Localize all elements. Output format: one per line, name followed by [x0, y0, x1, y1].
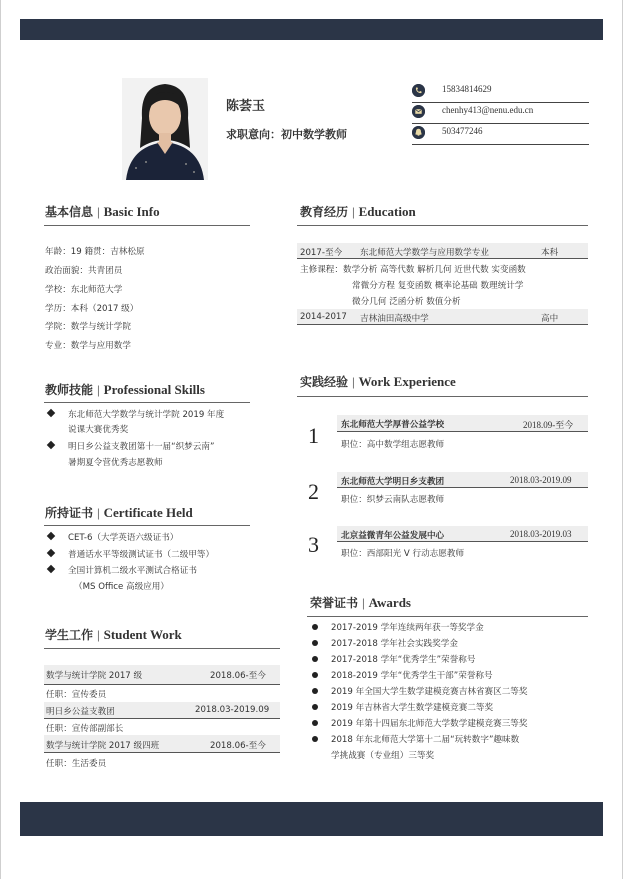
education-level: 高中: [541, 314, 559, 324]
student-work-date: 2018.06-至今: [210, 671, 266, 681]
section-title-education: 教育经历 | Education: [300, 204, 416, 219]
courses-line: 主修课程：数学分析 高等代数 解析几何 近世代数 实变函数: [300, 265, 526, 275]
diamond-bullet-icon: [47, 565, 55, 573]
dot-bullet-icon: [312, 640, 318, 646]
job-intent: 求职意向：初中数学教师: [226, 128, 347, 141]
section-rule: [44, 648, 280, 649]
work-number: 1: [308, 423, 319, 448]
section-rule: [297, 225, 588, 226]
work-org: 北京益微青年公益发展中心: [341, 531, 445, 541]
award-item: 2017-2019 学年连续两年获一等奖学金: [331, 623, 484, 633]
section-rule: [297, 396, 588, 397]
student-work-org: 数学与统计学院 2017 级: [46, 671, 143, 681]
top-banner: [20, 19, 603, 40]
award-item: 2018 年东北师范大学第十二届“玩转数字”趣味数: [331, 735, 520, 745]
section-title-certificates: 所持证书 | Certificate Held: [45, 505, 193, 520]
student-work-role: 任职：宣传部副部长: [46, 724, 124, 734]
student-work-role: 任职：宣传委员: [46, 690, 107, 700]
cert-item: CET-6（大学英语六级证书）: [68, 533, 179, 543]
section-title-awards: 荣誉证书 | Awards: [310, 595, 411, 610]
work-date: 2018.03-2019.09: [510, 475, 572, 485]
student-work-org: 数学与统计学院 2017 级四班: [46, 741, 160, 751]
courses-line: 常微分方程 复变函数 概率论基础 数理统计学: [352, 281, 524, 291]
dot-bullet-icon: [312, 688, 318, 694]
basic-age-origin: 年龄：19 籍贯：吉林松原: [45, 247, 145, 257]
award-item: 2019 年吉林省大学生数学建模竞赛二等奖: [331, 703, 494, 713]
contact-phone: [412, 80, 589, 103]
basic-school: 学校：东北师范大学: [45, 285, 123, 295]
award-item: 2019 年第十四届东北师范大学数学建模竞赛三等奖: [331, 719, 528, 729]
dot-bullet-icon: [312, 704, 318, 710]
skill-item-line: 明日乡公益支教团第十一届“织梦云南”: [68, 442, 215, 452]
award-item: 2017-2018 学年“优秀学生”荣誉称号: [331, 655, 476, 665]
work-org: 东北师范大学明日乡支教团: [341, 477, 445, 487]
cert-item: 全国计算机二级水平测试合格证书: [68, 566, 197, 576]
award-item-line2: 学挑战赛（专业组）三等奖: [331, 751, 435, 761]
cert-item-line2: （MS Office 高级应用）: [74, 582, 169, 592]
candidate-name: 陈荟玉: [226, 99, 266, 114]
profile-photo: [122, 78, 208, 180]
education-period: 2017-至今: [300, 248, 343, 258]
award-item: 2018-2019 学年“优秀学生干部”荣誉称号: [331, 671, 493, 681]
education-level: 本科: [541, 248, 559, 258]
page-border-left: [0, 0, 1, 879]
education-school: 东北师范大学数学与应用数学专业: [360, 248, 489, 258]
skill-item-line: 暑期夏令营优秀志愿教师: [68, 458, 163, 468]
contact-qq: [412, 122, 589, 145]
work-role: 职位：织梦云南队志愿教师: [341, 495, 445, 505]
contact-email: [412, 101, 589, 124]
basic-college: 学院：数学与统计学院: [45, 322, 131, 332]
work-role: 职位：西部阳光 V 行动志愿教师: [341, 549, 465, 559]
education-school: 吉林油田高级中学: [360, 314, 429, 324]
student-work-org: 明日乡公益支教团: [46, 707, 115, 717]
cert-item: 普通话水平等级测试证书（二级甲等）: [68, 550, 215, 560]
student-work-date: 2018.06-至今: [210, 741, 266, 751]
phone-number[interactable]: 15834814629: [442, 84, 492, 94]
basic-degree: 学历：本科（2017 级）: [45, 304, 139, 314]
diamond-bullet-icon: [47, 532, 55, 540]
diamond-bullet-icon: [47, 409, 55, 417]
work-role: 职位：高中数学组志愿教师: [341, 440, 445, 450]
section-rule: [44, 225, 250, 226]
dot-bullet-icon: [312, 720, 318, 726]
skill-item-line: 东北师范大学数学与统计学院 2019 年度: [68, 410, 225, 420]
qq-number[interactable]: 503477246: [442, 126, 483, 136]
work-date: 2018.03-2019.03: [510, 529, 572, 539]
section-title-student-work: 学生工作 | Student Work: [45, 627, 182, 642]
dot-bullet-icon: [312, 656, 318, 662]
work-number: 2: [308, 479, 319, 504]
section-rule: [44, 525, 250, 526]
qq-icon: [412, 126, 425, 139]
email-address[interactable]: chenhy413@nenu.edu.cn: [442, 105, 534, 115]
skill-item-line: 说课大赛优秀奖: [68, 425, 129, 435]
education-period: 2014-2017: [300, 312, 347, 322]
diamond-bullet-icon: [47, 549, 55, 557]
work-number: 3: [308, 532, 319, 557]
section-title-skills: 教师技能 | Professional Skills: [45, 382, 205, 397]
dot-bullet-icon: [312, 624, 318, 630]
bottom-banner: [20, 802, 603, 836]
work-org: 东北师范大学厚普公益学校: [341, 420, 445, 430]
section-title-work-experience: 实践经验 | Work Experience: [300, 374, 456, 389]
dot-bullet-icon: [312, 736, 318, 742]
student-work-date: 2018.03-2019.09: [195, 705, 270, 715]
work-date: 2018.09-至今: [523, 420, 574, 430]
dot-bullet-icon: [312, 672, 318, 678]
award-item: 2019 年全国大学生数学建模竞赛吉林省赛区二等奖: [331, 687, 528, 697]
email-icon: [412, 105, 425, 118]
section-rule: [307, 616, 588, 617]
basic-politics: 政治面貌：共青团员: [45, 266, 123, 276]
courses-line: 微分几何 泛函分析 数值分析: [352, 297, 461, 307]
diamond-bullet-icon: [47, 441, 55, 449]
phone-icon: [412, 84, 425, 97]
section-rule: [44, 402, 250, 403]
section-title-basic-info: 基本信息 | Basic Info: [45, 204, 160, 219]
award-item: 2017-2018 学年社会实践奖学金: [331, 639, 458, 649]
basic-major: 专业：数学与应用数学: [45, 341, 131, 351]
student-work-role: 任职：生活委员: [46, 759, 107, 769]
